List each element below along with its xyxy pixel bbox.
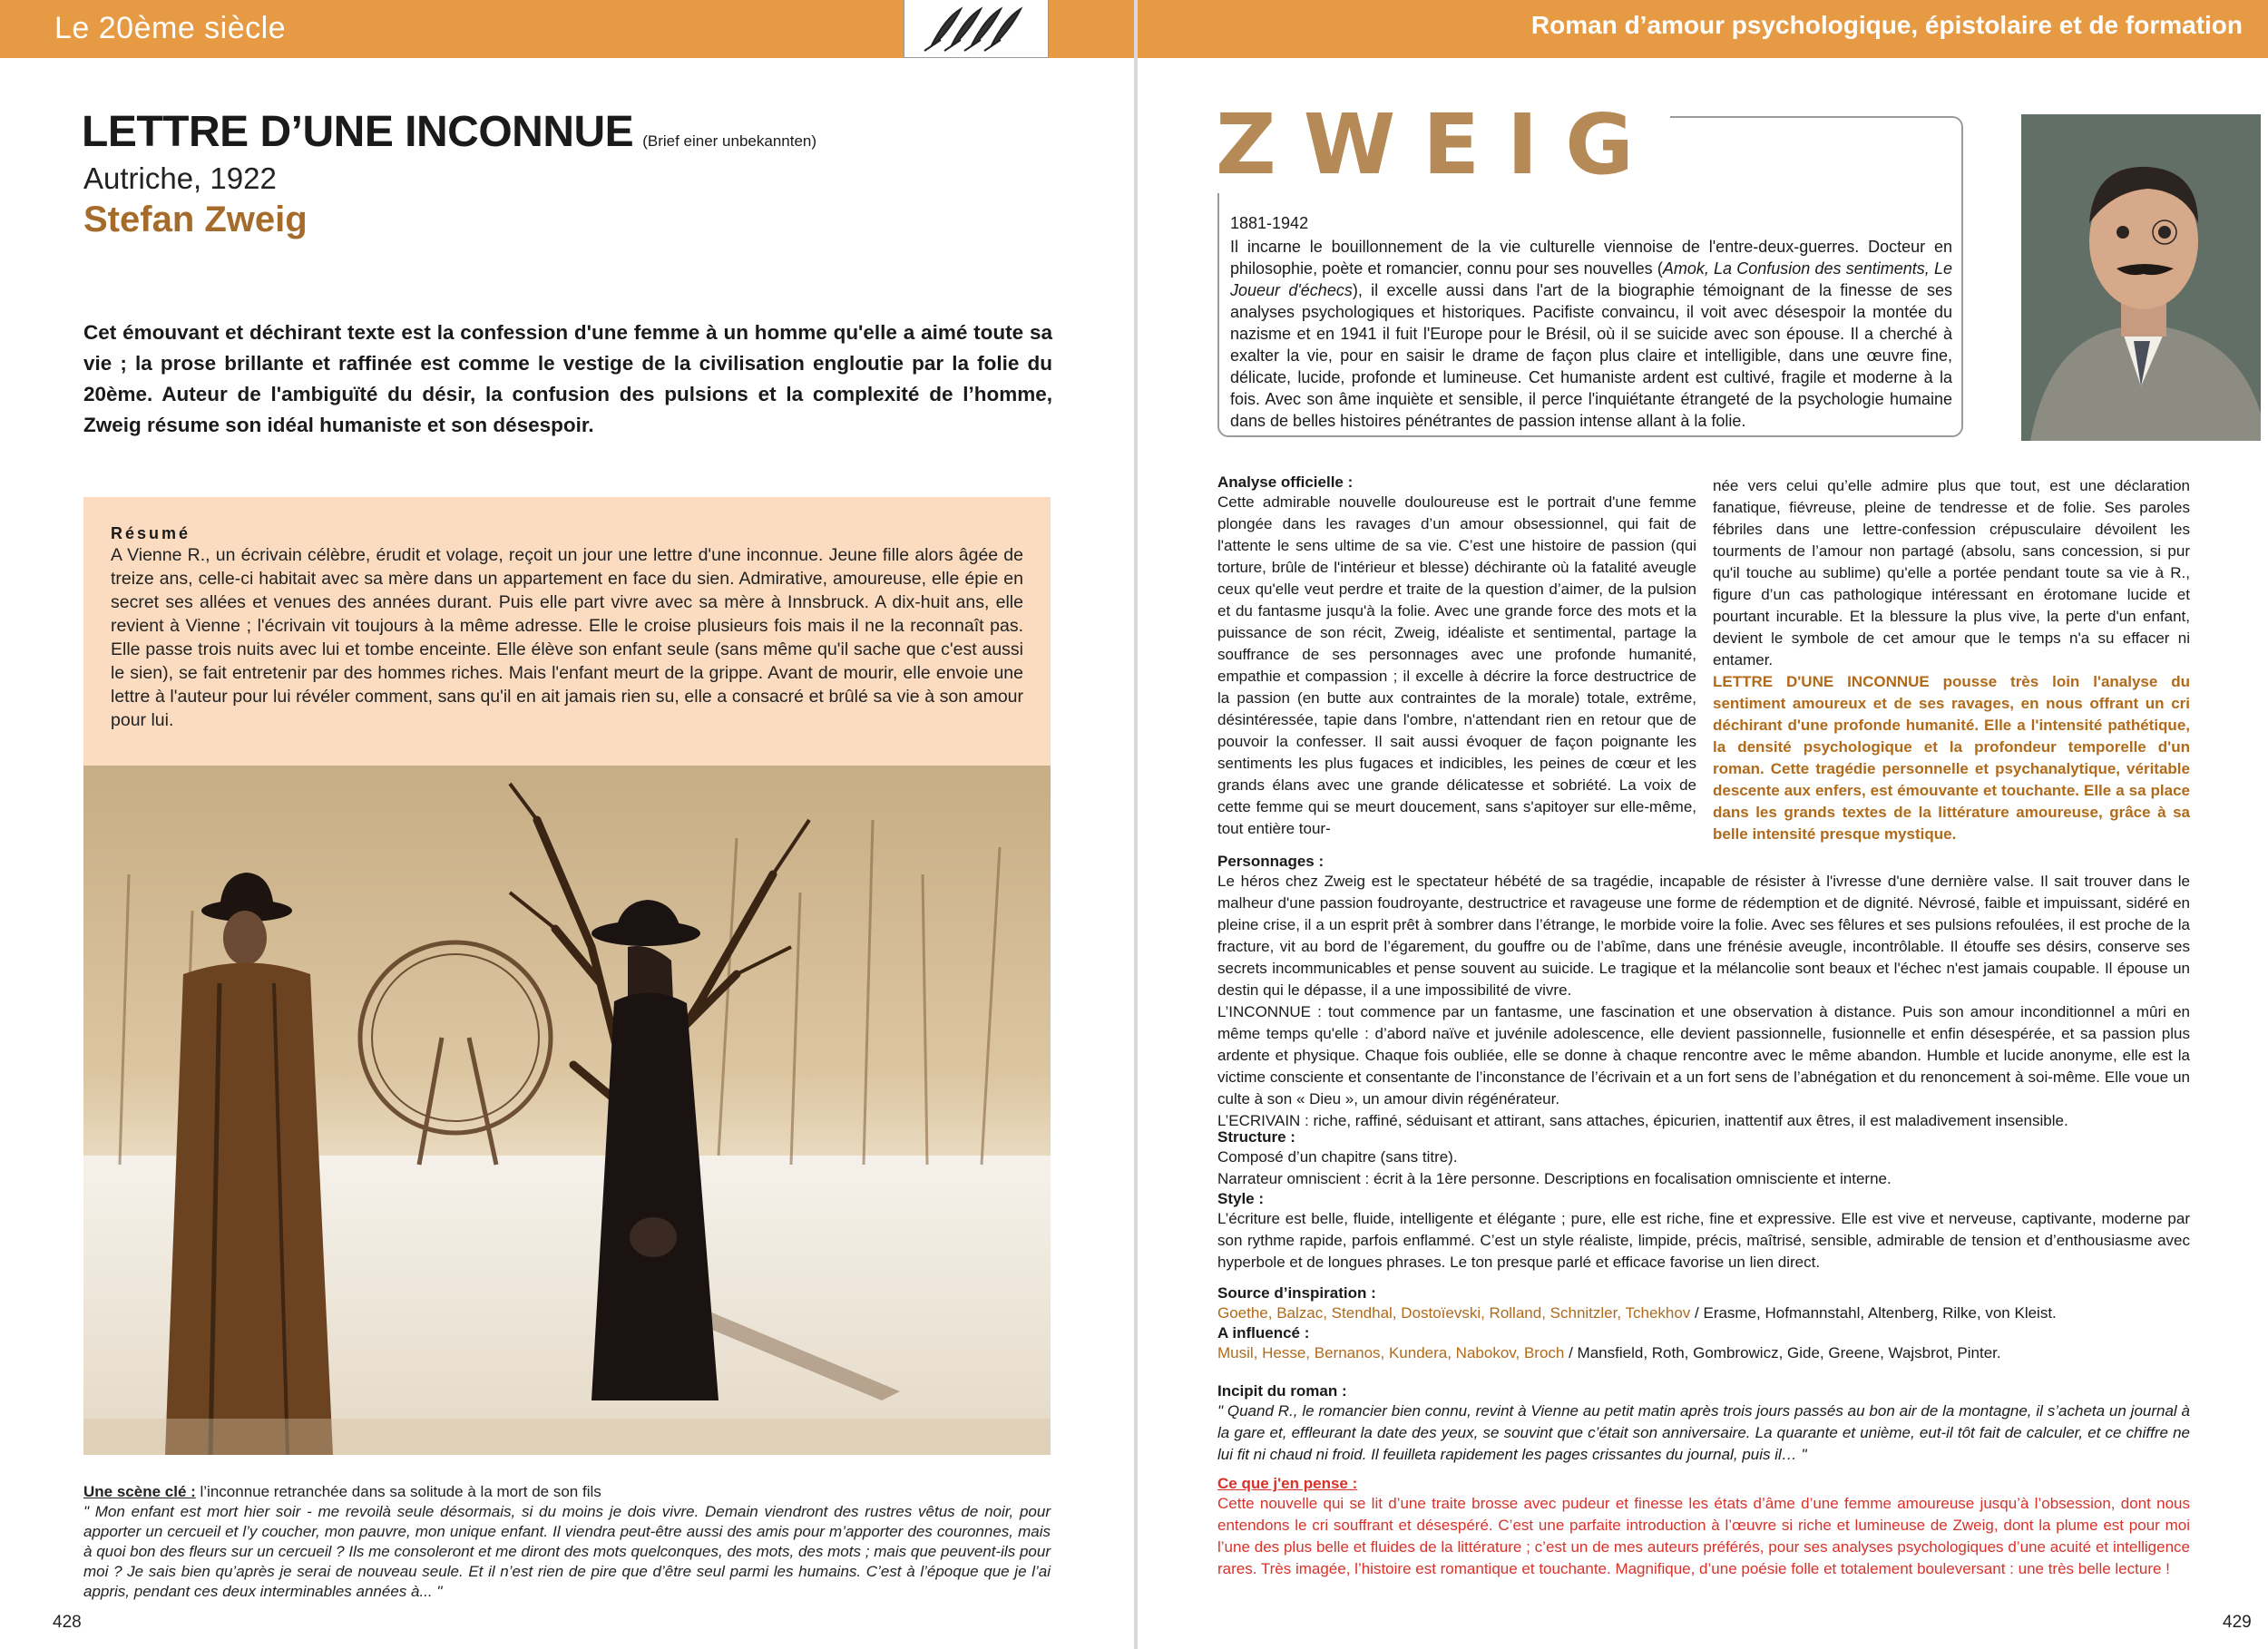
source-heading: Source d’inspiration : xyxy=(1217,1284,1376,1302)
summary-box xyxy=(83,497,1051,766)
influence-heading: A influencé : xyxy=(1217,1324,1310,1342)
page-number-right: 429 xyxy=(2223,1613,2252,1632)
intro-paragraph: Cet émouvant et déchirant texte est la confession d'une femme à un homme qu'elle a aimé toute sa vie ; la prose brillante et raffinée est comme le vestige de la civilisation engloutie par la folie du 20ème. Auteur de l'ambiguïté du désir, la confusion des pulsions et la complexité de l’homme, Zweig résume son idéal humaniste et son désespoir. xyxy=(83,321,1052,436)
style-text: L’écriture est belle, fluide, intelligente et élégante ; pure, elle est riche, fine et expressive. Elle est vive et nerveuse, captivante, moderne par son rythme rapide, parfois enflammé. C’est un style réaliste, limpide, précis, maîtrisé, sensible, admirable de tension et d’enthousiasme avec hyperbole et de longues phrases. Le ton presque parlé et efficace favorise un lien direct. xyxy=(1217,1210,2190,1271)
structure-line-1: Composé d’un chapitre (sans titre). xyxy=(1217,1148,1458,1166)
analysis-highlight: LETTRE D'UNE INCONNUE pousse très loin l'analyse du sentiment amoureux et de ses ravages, en nous offrant un cri déchirant d'une profonde humanité. Elle a l'intensité pathétique, la densité psychologique et la profondeur temporelle d'un roman. Cette tragédie personnelle et psychanalytique, véritable descente aux enfers, est émouvante et touchante. Elle a sa place dans les grands textes de la littérature amoureuse, grâce à sa belle intensité presque mystique. xyxy=(1713,673,2190,843)
summary-text: A Vienne R., un écrivain célèbre, érudit et volage, reçoit un jour une lettre d'une inconnue. Jeune fille alors âgée de treize ans, celle-ci habitait avec sa mère dans un appartement en face du sien. Admirative, amoureuse, elle épie en secret ses allées et venues des années durant. Puis elle part vivre avec sa mère à Innsbruck. A dix-huit ans, elle revient à Vienne ; l'écrivain vit toujours à la même adresse. Elle le croise plusieurs fois mais il ne la reconnaît pas. Elle passe trois nuits avec lui et tombe enceinte. Elle élève son enfant seule (sans même qu'il sache que c'est aussi le sien), se fait entretenir par des hommes riches. Mais l'enfant meurt de la grippe. Avant de mourir, elle envoie une lettre à l'auteur pour lui révéler comment, sans qu'il en ait jamais rien su, elle a consacré et brûlé sa vie à son amour pour lui. xyxy=(111,545,1023,730)
genre-title: Roman d’amour psychologique, épistolaire et de formation xyxy=(1530,11,2243,39)
incipit-section xyxy=(1217,1382,2190,1466)
bio-text-end: ), il excelle aussi dans l'art de la biographie témoignant de la finesse de ses analyses psychologiques et historiques. Pacifiste convaincu, il voit avec désespoir la montée du nazisme et en 1941 il fuit l'Europe pour le Brésil, où il se suicide avec son épouse. Il a cherché à exalter la vie, pour en saisir le drame de façon plus claire et intelligible, dans une œuvre fine, délicate, lucide, profonde et lumineuse. Cet humaniste ardent est cultivé, fragile et moderne à la fois. Avec son âme inquiète et sensible, il perce l'inquiétante étrangeté de la psychologie humaine dans de belles histoires pénétrantes de passion intense allant à la folie. xyxy=(1230,281,1952,430)
influence-authors-primary: Musil, Hesse, Bernanos, Kundera, Nabokov, Broch xyxy=(1217,1344,1565,1361)
source-authors-primary: Goethe, Balzac, Stendhal, Dostoïevski, Rolland, Schnitzler, Tchekhov xyxy=(1217,1304,1691,1322)
analysis-text-1: Cette admirable nouvelle douloureuse est le portrait d'une femme plongée dans les ravages d’un amour obsessionnel, qui fait de l'attente le sens ultime de sa vie. C’est une histoire de passion (qui torture, brûle de l'intérieur et blesse) déchirante où la fatalité aveugle ceux qu'elle veut perdre et traite de la question d’aimer, de la pulsion et du fantasme jusqu'à la folie. Avec une grande force des mots et la puissance de son récit, Zweig, idéaliste et sentimental, partage la souffrance de ses personnages avec une profonde humanité, empathie et compassion ; il excelle à décrire la force destructrice de la passion (en butte aux contraintes de la morale) totale, extrême, désintéressée, tapie dans l'ombre, n'attendant rien en retour que de pouvoir la confesser. Il sait aussi évoquer de façon poignante les sentiments les plus fugaces et indicibles, les peines de cœur et les grands élans avec une grande délicatesse et sobriété. La voix de cette femme qui se meurt doucement, sans s'apitoyer sur elle-même, tout entière tour- xyxy=(1217,493,1696,837)
author-dates: 1881-1942 xyxy=(1230,214,1309,232)
watercolor-illustration xyxy=(83,766,1051,1455)
characters-hero: Le héros chez Zweig est le spectateur hébété de sa tragédie, incapable de résister à l'ivresse d'une dernière valse. Il sait trouver dans le malheur d'une passion foudroyante, destructrice et ravageuse une forme de rédemption et de dignité. Névrosé, faible et impuissant, sidéré en pleine crise, il a un esprit prêt à sombrer dans l’étrange, le morbide voire la folie. Avec ses fêlures et ses pulsions refoulées, il est proche de la fracture, vit au bord de l’égarement, du gouffre ou de l’abîme, dans une frénésie aveugle, incontrôlable. Il étouffe ses désirs, conserve ses secrets incommunicables et pense souvent au suicide. Le tragique et la mélancolie sont beaux et l'échec n'est jamais coupable. Il épouse un destin qui le dépasse, il a une impossibilité de vivre. xyxy=(1217,873,2190,999)
quill-rating-icon xyxy=(904,0,1049,58)
opinion-text: Cette nouvelle qui se lit d’une traite brosse avec pudeur et finesse les états d’âme d’une femme amoureuse jusqu’à l’obsession, dont nous entendons le cri souffrant et désespéré. C’est une parfaite introduction à l’œuvre si riche et lumineuse de Zweig, dont la plume est pour moi l’une des plus belle et fluides de la littérature ; c’est un de mes auteurs préférés, pour ses analyses psychologiques d’une acuité et intelligence rares. Très imagée, l’histoire est romantique et touchante. Magnifique, d’une poésie folle et totalement bouleversant : une très belle lecture ! xyxy=(1217,1495,2190,1577)
opinion-heading: Ce que j'en pense : xyxy=(1217,1475,1358,1492)
opinion-section xyxy=(1217,1475,2190,1580)
analysis-heading: Analyse officielle : xyxy=(1217,473,1354,491)
page-gutter xyxy=(1134,0,1138,1649)
book-title xyxy=(82,107,816,157)
characters-section xyxy=(1217,853,2190,1132)
incipit-heading: Incipit du roman : xyxy=(1217,1382,1347,1400)
key-scene xyxy=(83,1482,1051,1602)
structure-section xyxy=(1217,1128,2190,1273)
analysis-text-2: née vers celui qu’elle admire plus que tout, est une déclaration fanatique, fiévreuse, pleine de tendresse et de folie. Ses paroles fébriles dans une lettre-confession crépusculaire dévoilent les tourments de l’amour non partagé (absolu, sans concession, si pur qu'il touche au sublime) qu'elle a portée pendant toute sa vie à R., figure d’un cas pathologique intéressant en érotomane lucide et pourtant incurable. Et la blessure la plus vive, la perte d'un enfant, devient le symbole de cet amour que le temps n'a su effacer ni entamer. xyxy=(1713,477,2190,668)
summary-title: Résumé xyxy=(111,524,191,542)
bio-text-start: Il incarne le bouillonnement de la vie culturelle viennoise de l'entre-deux-guerres. Docteur en philosophie, poète et romancier, connu pour ses nouvelles ( xyxy=(1230,238,1952,278)
characters-heading: Personnages : xyxy=(1217,853,1325,870)
analysis-column-2 xyxy=(1713,475,2190,845)
book-author: Stefan Zweig xyxy=(83,200,308,239)
key-scene-caption: l’inconnue retranchée dans sa solitude à la mort de son fils xyxy=(195,1483,601,1500)
analysis-column-1 xyxy=(1217,473,1696,840)
book-original-title: (Brief einer unbekannten) xyxy=(642,132,817,150)
sources-section xyxy=(1217,1284,2190,1364)
structure-line-2: Narrateur omniscient : écrit à la 1ère personne. Descriptions en focalisation omnisciente et interne. xyxy=(1217,1170,1892,1187)
influence-authors-secondary: / Mansfield, Roth, Gombrowicz, Gide, Greene, Wajsbrot, Pinter. xyxy=(1564,1344,2001,1361)
right-header-banner xyxy=(1138,0,2268,58)
characters-ecrivain: L’ECRIVAIN : riche, raffiné, séduisant et attirant, sans attaches, épicurien, inattentif aux êtres, il est maladivement insensible. xyxy=(1217,1112,2068,1129)
author-heading: ZWEIG xyxy=(1216,96,1670,193)
bio-works: Amok, La Confusion des sentiments, Le Joueur d'échecs xyxy=(1230,259,1952,299)
key-scene-quote: " Mon enfant est mort hier soir - me revoilà seule désormais, si du moins je dois vivre. Demain viendront des rustres vêtus de noir, pour apporter un cercueil et l’y coucher, mon pauvre, mon unique enfant. Il viendra peut-être aussi des amis pour m’apporter des couronnes, mais à quoi bon des fleurs sur un cercueil ? Ils me consoleront et me diront des mots quelconques, des mots, des mots ; mais que peuvent-ils pour moi ? Je sais bien qu’après je serai de nouveau seule. Et il n’est rien de pire que d’être seul parmi les humains. C’est à l’époque que je l’ai appris, pendant ces deux interminables années à... " xyxy=(83,1503,1051,1600)
characters-inconnue: L’INCONNUE : tout commence par un fantasme, une fascination et une observation à distance. Puis son amour inconditionnel a mûri en même temps qu'elle : d’abord naïve et juvénile adolescence, elle devient passionnelle, fusionnelle et enfin désespérée, et sa passion plus ardente et physique. Chaque fois oubliée, elle se donne à chaque rencontre avec le même abandon. Humble et lucide anonyme, elle est la victime consciente et consentante de l’inconstance de l’écrivain et a un fort sens de l’abnégation et du renoncement à soi-même. Elle voue un culte à son « Dieu », un amour divin régénérateur. xyxy=(1217,1003,2190,1107)
author-biography xyxy=(1230,236,1952,432)
style-heading: Style : xyxy=(1217,1190,1265,1207)
book-title-text: LETTRE D’UNE INCONNUE xyxy=(82,108,634,156)
key-scene-label: Une scène clé : xyxy=(83,1483,196,1500)
section-title: Le 20ème siècle xyxy=(54,11,287,45)
source-authors-secondary: / Erasme, Hofmannstahl, Altenberg, Rilke, von Kleist. xyxy=(1690,1304,2057,1322)
page-number-left: 428 xyxy=(53,1613,82,1632)
author-portrait xyxy=(2021,114,2261,441)
incipit-text: " Quand R., le romancier bien connu, revint à Vienne au petit matin après trois jours passés au bon air de la montagne, il s’acheta un journal à la gare et, effleurant la date des yeux, se souvint que c’était son anniversaire. La quarante et unième, eut-il tôt fait de calculer, et ce chiffre ne lui fit ni chaud ni froid. Il feuilleta rapidement les pages crissantes du journal, puis il… " xyxy=(1217,1402,2190,1463)
book-origin: Autriche, 1922 xyxy=(83,161,277,195)
structure-heading: Structure : xyxy=(1217,1128,1295,1146)
